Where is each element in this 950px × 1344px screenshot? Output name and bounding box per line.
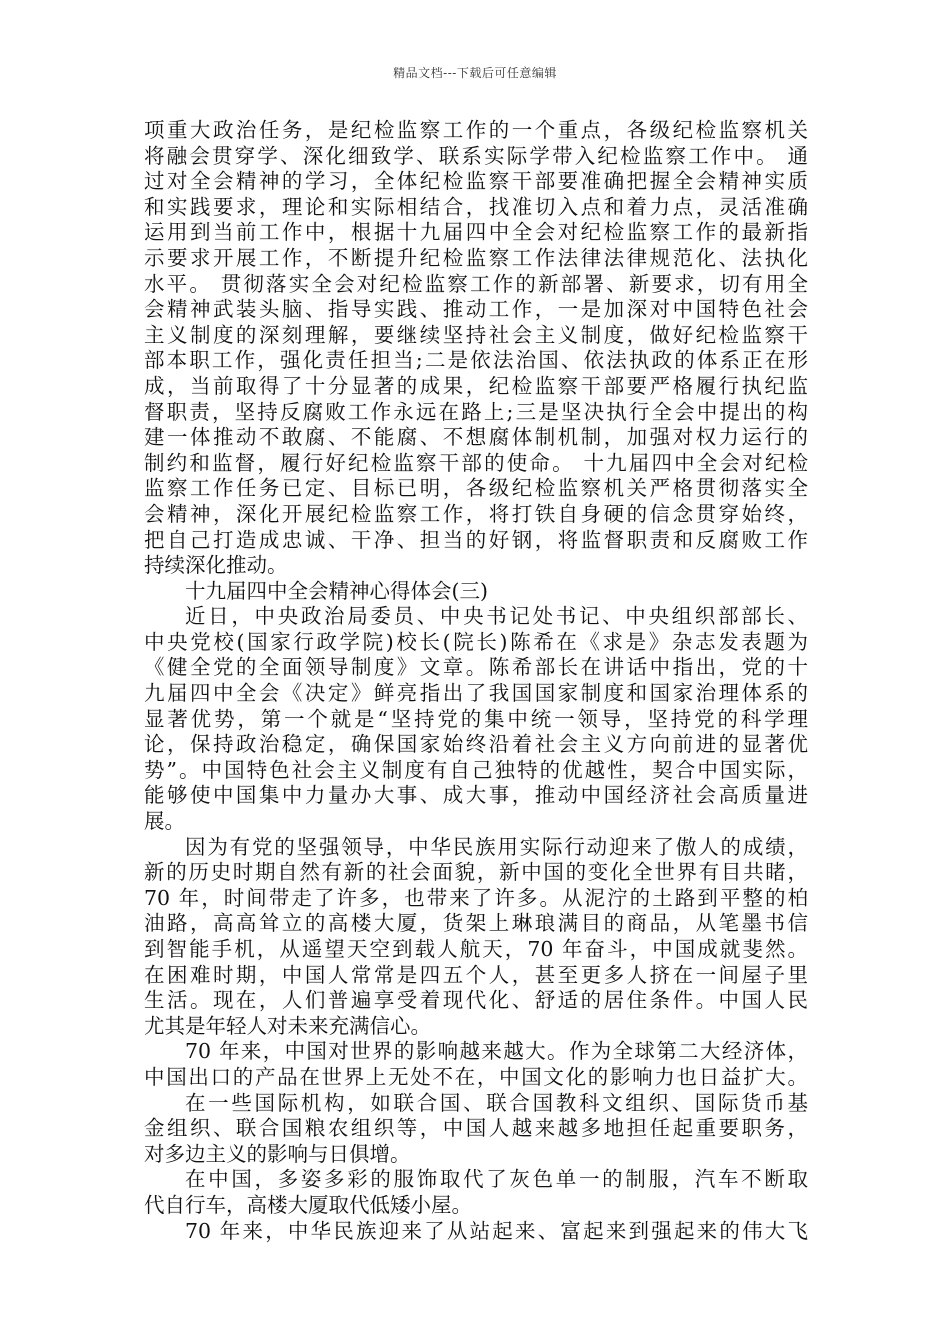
text-line: 近日，中央政治局委员、中央书记处书记、中央组织部部长、 — [185, 604, 808, 629]
text-line: 油路，高高耸立的高楼大厦，货架上琳琅满目的商品，从笔墨书信 — [144, 911, 808, 936]
page-header: 精品文档---下载后可任意编辑 — [393, 66, 557, 80]
text-line: 《健全党的全面领导制度》文章。陈希部长在讲话中指出，党的十 — [144, 655, 808, 680]
text-line: 把自己打造成忠诚、干净、担当的好钢，将监督职责和反腐败工作 — [144, 527, 808, 552]
section-heading: 十九届四中全会精神心得体会(三) — [185, 578, 488, 603]
text-line: 显著优势，第一个就是“坚持党的集中统一领导，坚持党的科学理 — [144, 706, 808, 731]
text-line: 中央党校(国家行政学院)校长(院长)陈希在《求是》杂志发表题为 — [144, 629, 808, 654]
text-line: 制约和监督，履行好纪检监察干部的使命。 十九届四中全会对纪检 — [144, 450, 808, 475]
text-line: 70 年来，中华民族迎来了从站起来、富起来到强起来的伟大飞 — [185, 1218, 808, 1243]
text-line: 代自行车，高楼大厦取代低矮小屋。 — [144, 1192, 472, 1217]
text-line: 督职责，坚持反腐败工作永远在路上;三是坚决执行全会中提出的构 — [144, 399, 808, 424]
text-line: 势”。中国特色社会主义制度有自己独特的优越性，契合中国实际， — [144, 757, 808, 782]
text-line: 持续深化推动。 — [144, 553, 288, 578]
text-line: 水平。 贯彻落实全会对纪检监察工作的新部署、新要求，切有用全 — [144, 271, 808, 296]
text-line: 70 年来，中国对世界的影响越来越大。作为全球第二大经济体， — [185, 1039, 808, 1064]
text-line: 尤其是年轻人对未来充满信心。 — [144, 1013, 431, 1038]
text-line: 和实践要求，理论和实际相结合，找准切入点和着力点，灵活准确 — [144, 194, 808, 219]
text-line: 对多边主义的影响与日俱增。 — [144, 1141, 411, 1166]
text-line: 展。 — [144, 809, 185, 834]
text-line: 九届四中全会《决定》鲜亮指出了我国国家制度和国家治理体系的 — [144, 681, 808, 706]
text-line: 运用到当前工作中，根据十九届四中全会对纪检监察工作的最新指 — [144, 220, 808, 245]
text-line: 部本职工作，强化责任担当;二是依法治国、依法执政的体系正在形 — [144, 348, 808, 373]
text-line: 项重大政治任务，是纪检监察工作的一个重点，各级纪检监察机关 — [144, 118, 808, 142]
text-line: 在困难时期，中国人常常是四五个人，甚至更多人挤在一间屋子里 — [144, 962, 808, 987]
text-line: 金组织、联合国粮农组织等，中国人越来越多地担任起重要职务， — [144, 1116, 808, 1141]
text-line: 中国出口的产品在世界上无处不在，中国文化的影响力也日益扩大。 — [144, 1064, 808, 1089]
text-line: 监察工作任务已定、目标已明，各级纪检监察机关严格贯彻落实全 — [144, 476, 808, 501]
text-line: 能够使中国集中力量办大事、成大事，推动中国经济社会高质量进 — [144, 783, 808, 808]
text-line: 在一些国际机构，如联合国、联合国教科文组织、国际货币基 — [185, 1090, 808, 1115]
text-line: 将融会贯穿学、深化细致学、联系实际学带入纪检监察工作中。 通 — [144, 143, 808, 168]
text-line: 会精神，深化开展纪检监察工作，将打铁自身硬的信念贯穿始终， — [144, 501, 808, 526]
text-line: 在中国，多姿多彩的服饰取代了灰色单一的制服，汽车不断取 — [185, 1167, 808, 1192]
text-line: 到智能手机，从遥望天空到载人航天，70 年奋斗，中国成就斐然。 — [144, 937, 808, 961]
text-line: 新的历史时期自然有新的社会面貌，新中国的变化全世界有目共睹， — [144, 860, 808, 885]
text-line: 因为有党的坚强领导，中华民族用实际行动迎来了傲人的成绩， — [185, 834, 808, 859]
text-line: 70 年，时间带走了许多，也带来了许多。从泥泞的土路到平整的柏 — [144, 885, 808, 910]
text-line: 建一体推动不敢腐、不能腐、不想腐体制机制，加强对权力运行的 — [144, 425, 808, 450]
text-line: 示要求开展工作，不断提升纪检监察工作法律法律规范化、法执化 — [144, 245, 808, 270]
text-line: 生活。现在，人们普遍享受着现代化、舒适的居住条件。中国人民 — [144, 988, 808, 1013]
text-line: 会精神武装头脑、指导实践、推动工作，一是加深对中国特色社会 — [144, 297, 808, 322]
text-line: 成，当前取得了十分显著的成果，纪检监察干部要严格履行执纪监 — [144, 373, 808, 398]
text-line: 主义制度的深刻理解，要继续坚持社会主义制度，做好纪检监察干 — [144, 322, 808, 347]
document-body — [144, 118, 808, 1244]
text-line: 论，保持政治稳定，确保国家始终沿着社会主义方向前进的显著优 — [144, 732, 808, 757]
text-line: 过对全会精神的学习，全体纪检监察干部要准确把握全会精神实质 — [144, 169, 808, 194]
